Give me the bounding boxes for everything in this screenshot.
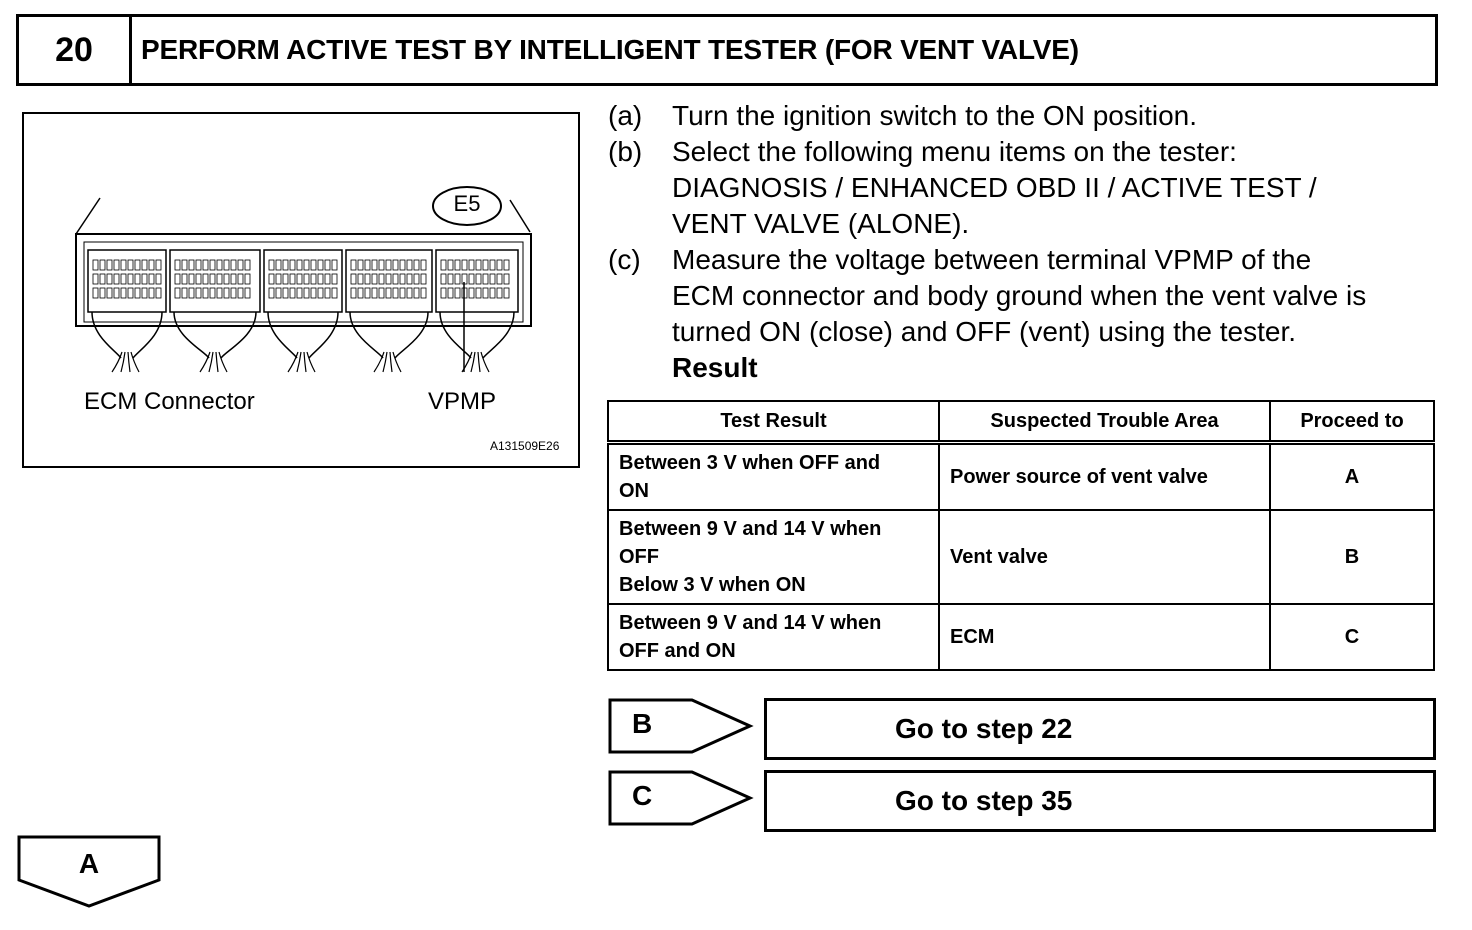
instruction-line: DIAGNOSIS / ENHANCED OBD II / ACTIVE TEST / — [672, 172, 1317, 203]
cell-line: OFF and ON — [619, 640, 736, 662]
instruction-letter: (a) — [608, 100, 643, 131]
ecm-connector-label: ECM Connector — [84, 388, 255, 415]
vpmp-terminal-label: VPMP — [428, 388, 497, 415]
connector-id-label: E5 — [453, 191, 481, 216]
instruction-line: Turn the ignition switch to the ON position. — [672, 100, 1197, 131]
instruction-letter: (b) — [608, 136, 643, 167]
connector-block — [88, 250, 166, 312]
connector-block — [436, 250, 518, 312]
cell-line: Below 3 V when ON — [619, 574, 806, 596]
table-row — [608, 604, 1434, 670]
table-row — [608, 443, 1434, 511]
goto-letter: B — [632, 708, 653, 739]
goto-b-arrow[interactable] — [608, 698, 754, 754]
instruction-line: VENT VALVE (ALONE). — [672, 208, 970, 239]
instruction-line: ECM connector and body ground when the vent valve is — [672, 280, 1367, 311]
table-header-row — [608, 401, 1434, 443]
test-result-cell — [608, 604, 939, 670]
proceed-cell: A — [1270, 443, 1434, 511]
cell-line: Between 9 V and 14 V when — [619, 612, 882, 634]
instruction-b — [608, 134, 1448, 242]
table-row — [608, 510, 1434, 604]
figure-code: A131509E26 — [490, 439, 560, 453]
connector-block — [346, 250, 432, 312]
arrow-tag-icon — [608, 698, 754, 754]
proceed-cell: C — [1270, 604, 1434, 670]
goto-step-35-button[interactable] — [764, 770, 1436, 832]
result-label: Result — [672, 352, 758, 383]
arrow-tag-icon — [608, 770, 754, 826]
column-header-trouble-area: Suspected Trouble Area — [939, 401, 1270, 443]
instruction-line: turned ON (close) and OFF (vent) using the tester. — [672, 316, 1297, 347]
step-number: 20 — [19, 17, 132, 83]
trouble-area-cell: Power source of vent valve — [939, 443, 1270, 511]
next-letter: A — [78, 848, 100, 879]
cell-line: OFF — [619, 546, 659, 568]
step-title: PERFORM ACTIVE TEST BY INTELLIGENT TESTER (FOR VENT VALVE) — [141, 34, 1079, 65]
column-header-proceed: Proceed to — [1270, 401, 1434, 443]
goto-c-arrow[interactable] — [608, 770, 754, 826]
cell-line: Between 3 V when OFF and — [619, 452, 881, 474]
step-header — [16, 14, 1438, 86]
cell-line: ON — [619, 480, 649, 502]
goto-text: Go to step 22 — [895, 713, 1073, 744]
column-header-test-result: Test Result — [608, 401, 939, 443]
instruction-letter: (c) — [608, 244, 641, 275]
connector-block — [170, 250, 260, 312]
instruction-line: Select the following menu items on the tester: — [672, 136, 1237, 167]
result-table — [607, 400, 1435, 671]
goto-text: Go to step 35 — [895, 785, 1073, 816]
instruction-line: Measure the voltage between terminal VPMP of the — [672, 244, 1312, 275]
trouble-area-cell: Vent valve — [939, 510, 1270, 604]
test-result-cell — [608, 443, 939, 511]
cell-line: Between 9 V and 14 V when — [619, 518, 882, 540]
proceed-cell: B — [1270, 510, 1434, 604]
instruction-c — [608, 242, 1448, 350]
goto-letter: C — [632, 780, 653, 811]
instruction-a — [608, 98, 1448, 134]
connector-block — [264, 250, 342, 312]
ecm-connector-figure — [22, 112, 580, 468]
instructions — [608, 98, 1448, 386]
next-a-arrow[interactable] — [16, 834, 164, 912]
test-result-cell — [608, 510, 939, 604]
goto-step-22-button[interactable] — [764, 698, 1436, 760]
trouble-area-cell: ECM — [939, 604, 1270, 670]
